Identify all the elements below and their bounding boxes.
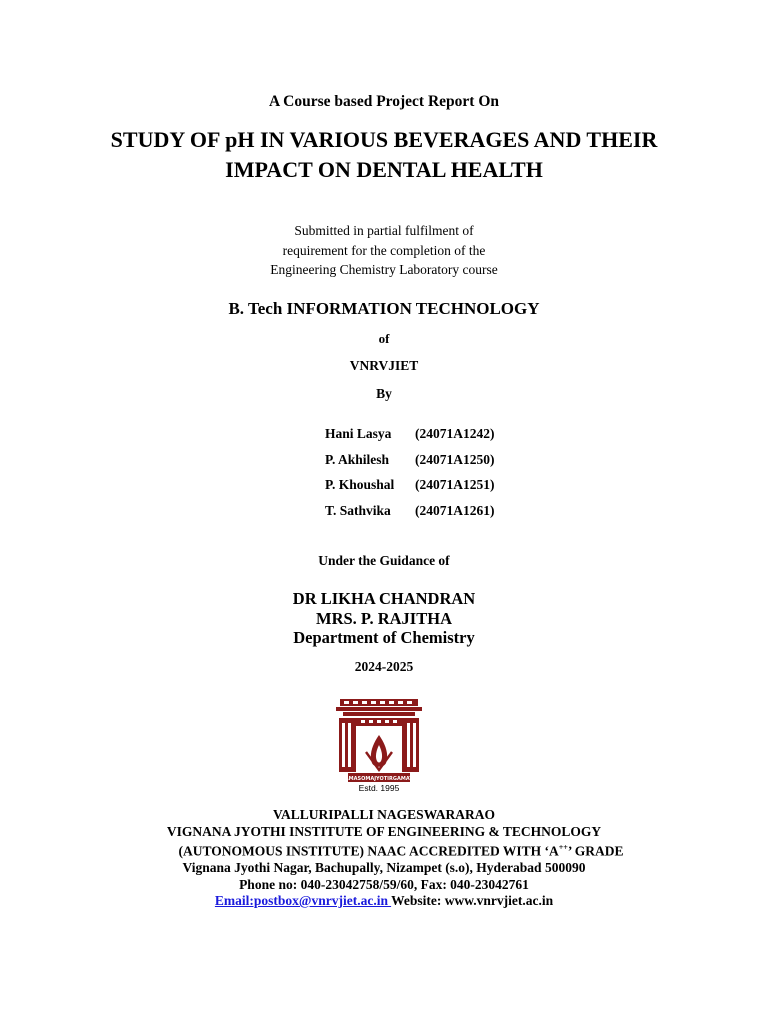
guide-name-1: DR LIKHA CHANDRAN <box>292 589 476 608</box>
footer-phone: Phone no: 040-23042758/59/60, Fax: 040-23042761 <box>239 876 529 892</box>
logo-motto: TAMASOMAJYOTIRGAMAYA <box>341 776 417 782</box>
student-list <box>325 426 495 528</box>
guidance-label: Under the Guidance of <box>318 553 450 568</box>
guides-block <box>0 589 768 648</box>
submission-line-1: Submitted in partial fulfilment of <box>294 223 474 238</box>
student-roll: (24071A1251) <box>415 477 495 492</box>
student-row <box>325 452 495 478</box>
guide-name-2: MRS. P. RAJITHA <box>316 608 452 628</box>
report-title <box>0 125 768 185</box>
grade-superscript: ++ <box>558 843 568 852</box>
program-of: of <box>378 331 390 346</box>
student-row <box>325 477 495 503</box>
student-name: P. Khoushal <box>325 477 395 492</box>
submission-line-3: Engineering Chemistry Laboratory course <box>270 262 498 277</box>
institute-logo-icon <box>336 697 422 793</box>
student-name: P. Akhilesh <box>325 451 390 467</box>
department-name: Department of Chemistry <box>293 628 475 647</box>
footer-line-3-post: ’ GRADE <box>567 843 624 859</box>
footer-contact <box>0 893 768 910</box>
student-name: T. Sathvika <box>325 502 391 518</box>
by-label: By <box>376 386 392 401</box>
program-branch: B. Tech INFORMATION TECHNOLOGY <box>228 299 540 318</box>
footer-line-3-pre: (AUTONOMOUS INSTITUTE) NAAC ACCREDITED WITH ‘A <box>178 843 559 859</box>
logo-established: Estd. 1995 <box>358 783 400 793</box>
footer-accreditation <box>0 840 768 860</box>
footer-address: Vignana Jyothi Nagar, Bachupally, Nizampet (s.o), Hyderabad 500090 <box>182 860 586 875</box>
website-text: Website: www.vnrvjiet.ac.in <box>391 893 554 908</box>
footer-line-1: VALLURIPALLI NAGESWARARAO <box>273 807 495 822</box>
academic-year: 2024-2025 <box>354 659 414 674</box>
title-line-2: IMPACT ON DENTAL HEALTH <box>225 157 543 182</box>
student-row <box>325 503 495 529</box>
email-link[interactable]: Email:postbox@vnrvjiet.ac.in <box>214 893 392 908</box>
student-roll: (24071A1250) <box>415 451 495 467</box>
submission-line-2: requirement for the completion of the <box>282 242 486 258</box>
student-roll: (24071A1261) <box>415 502 495 518</box>
course-line: A Course based Project Report On <box>268 93 500 110</box>
institute-footer <box>0 807 768 910</box>
footer-line-2: VIGNANA JYOTHI INSTITUTE OF ENGINEERING & TECHNOLOGY <box>166 823 602 839</box>
student-name: Hani Lasya <box>325 426 392 441</box>
student-roll: (24071A1242) <box>415 426 495 441</box>
submission-statement <box>0 221 768 280</box>
title-line-1: STUDY OF pH IN VARIOUS BEVERAGES AND THEIR <box>110 127 658 152</box>
student-row <box>325 426 495 452</box>
institute-abbrev: VNRVJIET <box>349 358 419 373</box>
